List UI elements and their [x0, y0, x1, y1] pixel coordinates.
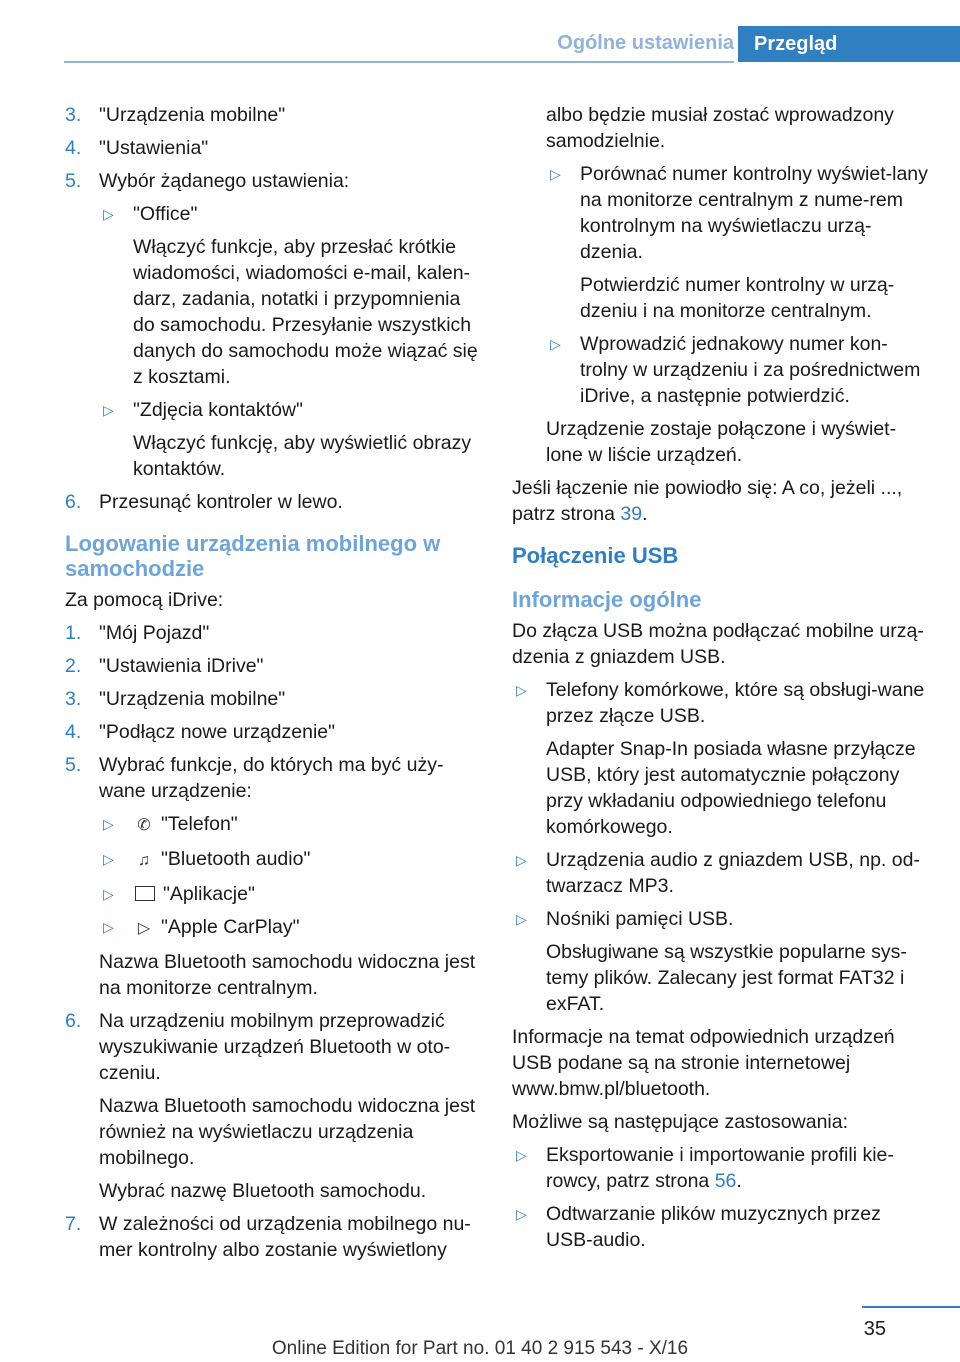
list-number: 4.	[65, 721, 82, 743]
bullet-item	[99, 811, 479, 839]
list-item	[65, 102, 479, 128]
page-link[interactable]: 39	[620, 503, 643, 525]
section-heading: Logowanie urządzenia mobilnego w samochodzie	[65, 531, 441, 581]
list-text: "Urządzenia mobilne"	[99, 104, 286, 126]
list-number: 6.	[65, 491, 82, 513]
list-item	[65, 719, 479, 745]
bullet-text: "Apple CarPlay"	[161, 916, 300, 938]
list-item	[65, 1211, 479, 1263]
list-text: Przesunąć kontroler w lewo.	[99, 491, 343, 513]
paragraph: Jeśli łączenie nie powiodło się: A co, jeżeli ..., patrz strona 39.	[512, 477, 903, 525]
bullet-note: Włączyć funkcję, aby wyświetlić obrazy kontaktów.	[133, 432, 472, 480]
bullet-item	[99, 397, 479, 423]
bullet-item	[546, 161, 932, 265]
bullet-item: ▷ Eksportowanie i importowanie profili kie-rowcy, patrz strona 56.	[516, 1144, 894, 1192]
list-item	[65, 489, 479, 515]
triangle-bullet-icon: ▷	[103, 816, 114, 832]
list-number: 5.	[65, 754, 82, 776]
list-number: 6.	[65, 1010, 82, 1032]
list-item	[65, 168, 479, 194]
bullet-item	[99, 846, 479, 874]
play-icon: ▷	[137, 920, 151, 937]
list-text: "Ustawienia"	[99, 137, 209, 159]
paragraph: Informacje na temat odpowiednich urządzeń USB podane są na stronie internetowej www.bmw.pl/bluetooth.	[512, 1026, 895, 1100]
phone-icon: ✆	[137, 817, 151, 834]
bullet-text: "Bluetooth audio"	[161, 848, 311, 870]
list-number: 2.	[65, 655, 82, 677]
paragraph: Wybrać nazwę Bluetooth samochodu.	[99, 1180, 427, 1202]
triangle-bullet-icon: ▷	[103, 206, 114, 222]
header-divider	[64, 61, 734, 63]
triangle-bullet-icon: ▷	[103, 886, 114, 902]
bullet-item	[512, 677, 932, 729]
left-column	[65, 102, 479, 1270]
footer-divider	[862, 1306, 960, 1308]
section-heading: Połączenie USB	[512, 543, 679, 568]
paragraph: Do złącza USB można podłączać mobilne urzą-dzenia z gniazdem USB.	[512, 620, 924, 668]
paragraph: albo będzie musiał zostać wprowadzony samodzielnie.	[546, 104, 894, 152]
page-link[interactable]: 56	[714, 1170, 737, 1192]
subsection-heading: Informacje ogólne	[512, 587, 702, 612]
bullet-item	[99, 881, 479, 907]
triangle-bullet-icon: ▷	[516, 682, 527, 698]
paragraph: Nazwa Bluetooth samochodu widoczna jest na monitorze centralnym.	[99, 951, 476, 999]
bullet-item	[546, 331, 932, 409]
triangle-bullet-icon: ▷	[103, 919, 114, 935]
triangle-bullet-icon: ▷	[516, 1147, 527, 1163]
list-item	[65, 653, 479, 679]
triangle-bullet-icon: ▷	[103, 851, 114, 867]
bullet-text: "Aplikacje"	[163, 883, 255, 905]
page-header	[0, 26, 960, 62]
list-text: "Urządzenia mobilne"	[99, 688, 286, 710]
bullet-text: Telefony komórkowe, które są obsługi-wane przez złącze USB.	[546, 679, 925, 727]
triangle-bullet-icon: ▷	[516, 1206, 527, 1222]
bullet-text: Eksportowanie i importowanie profili kie-rowcy, patrz strona	[546, 1144, 894, 1192]
list-text: Wybór żądanego ustawienia:	[99, 170, 350, 192]
list-text: W zależności od urządzenia mobilnego nu-mer kontrolny albo zostanie wyświetlony	[99, 1213, 471, 1261]
bullet-item	[99, 201, 479, 227]
list-number: 3.	[65, 104, 82, 126]
bullet-note: Potwierdzić numer kontrolny w urzą-dzeniu i na monitorze centralnym.	[580, 274, 895, 322]
bullet-text: "Zdjęcia kontaktów"	[133, 399, 303, 421]
bullet-item	[512, 847, 932, 899]
bullet-text: Odtwarzanie plików muzycznych przez USB-audio.	[546, 1203, 881, 1251]
apps-icon	[135, 886, 155, 901]
right-column	[512, 102, 932, 1260]
list-item	[65, 686, 479, 712]
list-text: "Podłącz nowe urządzenie"	[99, 721, 336, 743]
paragraph: Nazwa Bluetooth samochodu widoczna jest również na wyświetlaczu urządzenia mobilnego.	[99, 1095, 476, 1169]
footer-edition: Online Edition for Part no. 01 40 2 915 543 - X/16	[271, 1338, 689, 1359]
list-number: 7.	[65, 1213, 82, 1235]
bullet-item	[512, 1201, 932, 1253]
triangle-bullet-icon: ▷	[516, 852, 527, 868]
music-note-icon: ♫	[138, 852, 150, 869]
list-number: 4.	[65, 137, 82, 159]
bullet-text: Porównać numer kontrolny wyświet-lany na monitorze centralnym z nume-rem kontrolnym na wyświetlaczu urzą-dzenia.	[580, 163, 928, 263]
list-text: Na urządzeniu mobilnym przeprowadzić wyszukiwanie urządzeń Bluetooth w oto-czeniu.	[99, 1010, 451, 1084]
list-number: 3.	[65, 688, 82, 710]
list-text: Wybrać funkcje, do których ma być uży-wane urządzenie:	[99, 754, 444, 802]
header-tab: Przegląd	[738, 26, 960, 62]
page-number: 35	[863, 1318, 886, 1340]
paragraph: Możliwe są następujące zastosowania:	[512, 1111, 849, 1133]
bullet-note: Adapter Snap-In posiada własne przyłącze USB, który jest automatycznie połączony przy wkładaniu odpowiedniego telefonu komórkowego.	[546, 738, 916, 838]
bullet-item	[99, 914, 479, 942]
paragraph: Za pomocą iDrive:	[65, 589, 224, 611]
list-item	[65, 135, 479, 161]
bullet-text: Wprowadzić jednakowy numer kon-trolny w urządzeniu i za pośrednictwem iDrive, a następnie potwierdzić.	[580, 333, 921, 407]
bullet-text: "Office"	[133, 203, 198, 225]
list-item	[65, 752, 479, 804]
bullet-text: Urządzenia audio z gniazdem USB, np. od-twarzacz MP3.	[546, 849, 920, 897]
bullet-note: Obsługiwane są wszystkie popularne sys-temy plików. Zalecany jest format FAT32 i exFAT.	[546, 941, 907, 1015]
bullet-text: Nośniki pamięci USB.	[546, 908, 734, 930]
triangle-bullet-icon: ▷	[550, 166, 561, 182]
bullet-item	[512, 906, 932, 932]
triangle-bullet-icon: ▷	[516, 911, 527, 927]
triangle-bullet-icon: ▷	[550, 336, 561, 352]
bullet-text: "Telefon"	[161, 813, 238, 835]
list-text: "Mój Pojazd"	[99, 622, 210, 644]
bullet-note: Włączyć funkcje, aby przesłać krótkie wiadomości, wiadomości e-mail, kalen-darz, zadania, notatki i przypomnienia do samochodu. Przesyłanie wszystkich danych do samochodu może wiązać się z kosztami.	[133, 236, 478, 388]
header-section-title: Ogólne ustawienia	[557, 32, 734, 54]
triangle-bullet-icon: ▷	[103, 402, 114, 418]
list-number: 5.	[65, 170, 82, 192]
paragraph: Urządzenie zostaje połączone i wyświet-lone w liście urządzeń.	[546, 418, 897, 466]
list-number: 1.	[65, 622, 82, 644]
list-text: "Ustawienia iDrive"	[99, 655, 264, 677]
list-item	[65, 1008, 479, 1086]
list-item	[65, 620, 479, 646]
